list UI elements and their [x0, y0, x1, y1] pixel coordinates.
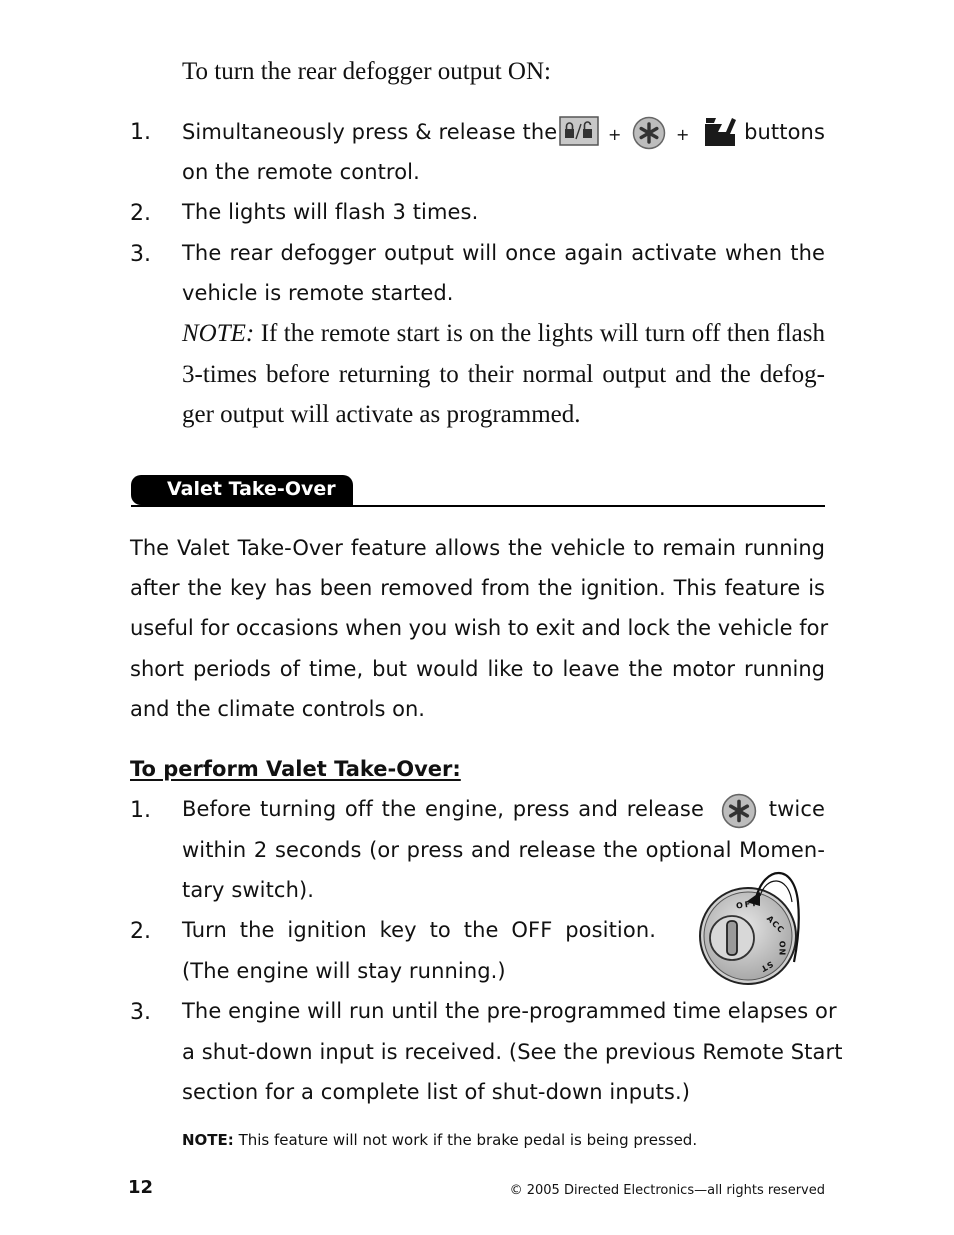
step-number: 2.	[130, 919, 151, 944]
note-text: If the remote start is on the lights will turn off then flash	[260, 320, 825, 347]
section-heading	[131, 475, 825, 508]
valet-paragraph-line: short periods of time, but would like to leave the motor running	[130, 657, 825, 681]
star-button-icon	[632, 116, 666, 155]
valet-paragraph-line: after the key has been removed from the ignition. This feature is	[130, 576, 825, 600]
ignition-label-st: ST	[758, 959, 775, 974]
valet-step-1-line-1	[182, 793, 825, 829]
valet-note	[182, 1131, 697, 1149]
ignition-switch-illustration	[694, 862, 806, 990]
step-number: 3.	[130, 242, 151, 267]
ignition-label-on: ON	[777, 940, 787, 957]
step-number: 1.	[130, 798, 151, 823]
note-label: NOTE:	[182, 320, 255, 347]
valet-subheading: To perform Valet Take-Over:	[130, 757, 461, 781]
ignition-label-off: OFF	[735, 898, 761, 911]
ignition-label-acc: ACC	[764, 913, 787, 936]
step-1-line-1	[182, 116, 825, 152]
plus-sign: +	[676, 125, 690, 144]
valet-step-1-line-3: tary switch).	[182, 878, 315, 902]
lock-unlock-icon	[559, 116, 599, 151]
step-3-line-2: vehicle is remote started.	[182, 281, 454, 305]
valet-paragraph-line: and the climate controls on.	[130, 697, 425, 721]
trunk-release-icon	[702, 114, 738, 153]
defogger-note-line-3: ger output will activate as programmed.	[182, 401, 581, 428]
plus-sign: +	[608, 125, 622, 144]
note-label: NOTE:	[182, 1131, 234, 1149]
valet-step-1-line-2: within 2 seconds (or press and release the optional Momen-	[182, 838, 825, 862]
defogger-note-line-1	[182, 320, 825, 348]
valet-step-1-after: twice	[768, 797, 825, 821]
note-text: This feature will not work if the brake pedal is being pressed.	[238, 1131, 698, 1149]
step-1-text-after: buttons	[744, 120, 825, 144]
valet-step-2-line-2: (The engine will stay running.)	[182, 959, 506, 983]
step-number: 1.	[130, 120, 151, 145]
valet-step-1-before: Before turning off the engine, press and release	[182, 797, 704, 821]
valet-paragraph-line: useful for occasions when you wish to exit and lock the vehicle for	[130, 616, 829, 640]
valet-step-2-line-1: Turn the ignition key to the OFF position.	[182, 918, 656, 942]
valet-step-3-line-1: The engine will run until the pre-programmed time elapses or	[182, 999, 837, 1023]
valet-paragraph-line: The Valet Take-Over feature allows the vehicle to remain running	[130, 536, 825, 560]
step-1-text-before: Simultaneously press & release the	[182, 120, 558, 144]
valet-step-3-line-2: a shut-down input is received. (See the previous Remote Start	[182, 1040, 843, 1064]
section-rule	[131, 505, 825, 507]
step-number: 2.	[130, 201, 151, 226]
step-3-line-1: The rear defogger output will once again activate when the	[182, 241, 825, 265]
copyright: © 2005 Directed Electronics—all rights reserved	[509, 1183, 825, 1198]
defogger-intro: To turn the rear defogger output ON:	[182, 58, 551, 85]
step-2-text: The lights will flash 3 times.	[182, 200, 479, 224]
star-button-icon	[721, 793, 757, 834]
page-number: 12	[128, 1177, 154, 1198]
step-1-line-2: on the remote control.	[182, 160, 420, 184]
section-title: Valet Take-Over	[167, 478, 336, 500]
step-number: 3.	[130, 1000, 151, 1025]
valet-step-3-line-3: section for a complete list of shut-down inputs.)	[182, 1080, 691, 1104]
defogger-note-line-2: 3-times before returning to their normal output and the defog-	[182, 361, 825, 388]
